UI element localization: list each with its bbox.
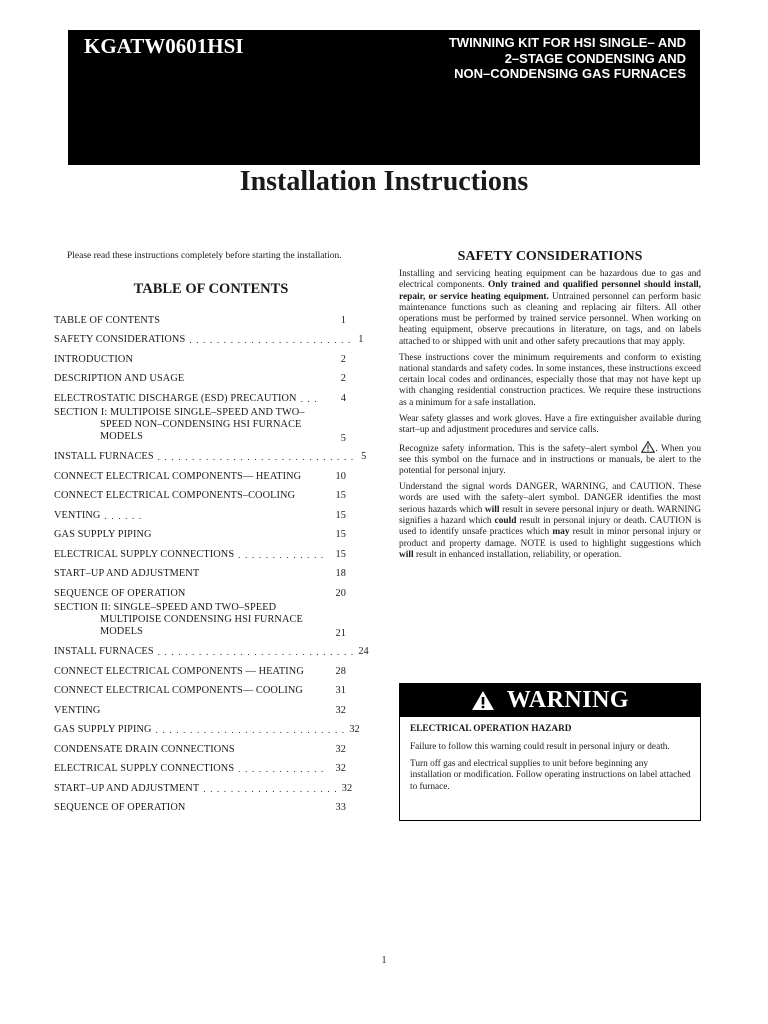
toc-entry-title-line: START–UP AND ADJUSTMENT — [54, 782, 200, 794]
safety-emphasis: may — [552, 527, 570, 538]
toc-page-number: 20 — [335, 587, 346, 599]
toc-entry-title-line: GAS SUPPLY PIPING — [54, 724, 152, 735]
toc-entry-title-line: GAS SUPPLY PIPING — [54, 529, 152, 540]
page-title: Installation Instructions — [239, 166, 529, 197]
toc-page-number: 5 — [361, 451, 367, 462]
toc-leader-dots: . . . . . . . . . . . . . . . . . . . . . . . . — [189, 335, 352, 345]
toc-entry-title — [54, 802, 185, 813]
warning-body — [400, 717, 700, 794]
toc-page-number: 32 — [335, 704, 346, 716]
toc-entry-title-line: CONDENSATE DRAIN CONNECTIONS — [54, 743, 235, 755]
toc-leader-dots: . . . . . . . . . . . . . — [238, 549, 325, 560]
toc-page-number: 2 — [340, 373, 346, 384]
toc-entry-title — [54, 490, 295, 501]
safety-text: Understand the signal words DANGER, WARNING, and CAUTION. These words are used with the safety–alert symbol. DANGER identifies the most serious hazards which — [399, 482, 701, 515]
toc-entry-title — [54, 705, 100, 716]
safety-paragraph — [399, 482, 701, 561]
toc-page-number: 1 — [358, 334, 364, 345]
safety-text: result in enhanced installation, reliability, or operation. — [413, 549, 622, 560]
toc-entry — [54, 307, 346, 327]
toc-page-number: 4 — [340, 392, 346, 404]
toc-entry-title — [54, 685, 303, 696]
toc-entry-title — [54, 334, 185, 345]
toc-entry — [54, 697, 346, 717]
toc-entry-title — [54, 666, 304, 677]
toc-leader-dots: . . . . . . . . . . . . . . . . . . . . . . . . . . . . — [155, 725, 346, 735]
toc-entry — [54, 600, 346, 639]
toc-page-number: 32 — [335, 763, 346, 774]
toc-entry-title — [54, 783, 199, 794]
toc-page-number: 32 — [335, 743, 346, 755]
toc-entry-title-line: TABLE OF CONTENTS — [54, 314, 161, 326]
toc-entry-title-line: ELECTROSTATIC DISCHARGE (ESD) PRECAUTION — [54, 392, 297, 404]
kit-title-line: NON–CONDENSING GAS FURNACES — [454, 66, 686, 81]
toc-entry-title-line: ELECTRICAL SUPPLY CONNECTIONS — [54, 548, 235, 560]
toc-entry-title-line: SPEED NON–CONDENSING HSI FURNACE — [100, 419, 302, 431]
toc-entry-title-line: ELECTRICAL SUPPLY CONNECTIONS — [54, 763, 235, 774]
toc-entry — [54, 580, 346, 600]
toc-entry — [54, 775, 353, 795]
toc-entry — [54, 405, 346, 444]
safety-emphasis: will — [399, 549, 414, 560]
toc-page-number: 18 — [335, 568, 346, 579]
toc-leader-dots: . . . . . . . . . . . . . . . . . . . . — [203, 783, 338, 794]
toc-entry-title — [54, 724, 152, 735]
toc-entry — [54, 717, 360, 737]
toc-entry-title-line: CONNECT ELECTRICAL COMPONENTS — HEATING — [54, 665, 304, 677]
safety-heading: SAFETY CONSIDERATIONS — [457, 249, 643, 264]
toc-page-number: 15 — [335, 490, 346, 501]
toc-entry-title — [54, 763, 234, 774]
safety-text: result in minor personal injury or product and property damage. NOTE is used to highlight suggestions which — [399, 527, 701, 549]
warning-hazard: ELECTRICAL OPERATION HAZARD — [410, 724, 572, 734]
warning-triangle-icon — [471, 690, 495, 711]
toc-entry-title — [54, 393, 297, 404]
toc-entry — [54, 346, 346, 366]
toc-entry — [54, 795, 346, 815]
page-number: 1 — [381, 955, 387, 966]
toc-heading: TABLE OF CONTENTS — [133, 281, 289, 297]
warning-label: WARNING — [506, 687, 630, 713]
toc-leader-dots: . . . . . . . . . . . . . . . . . . . . . . . . . . . . . — [157, 647, 355, 657]
toc-leader-dots: . . . . . . . . . . . . . — [238, 764, 325, 774]
toc-entry — [54, 678, 346, 698]
toc-entry — [54, 385, 346, 405]
safety-emphasis: will — [484, 504, 500, 515]
toc-entry-title — [54, 510, 100, 521]
kit-title-line: 2–STAGE CONDENSING AND — [504, 50, 686, 66]
toc-page-number: 31 — [335, 685, 346, 696]
toc-entry — [54, 658, 346, 678]
toc-entry-title-line: INSTALL FURNACES — [54, 646, 154, 657]
toc-page-number: 21 — [335, 627, 346, 639]
toc-entry-title — [54, 471, 301, 482]
toc-entry-title-line: SEQUENCE OF OPERATION — [54, 587, 186, 599]
toc-entry — [54, 366, 346, 386]
toc-leader-dots: . . . — [300, 393, 318, 404]
warning-banner — [400, 684, 700, 717]
toc-entry-title-line: CONNECT ELECTRICAL COMPONENTS— COOLING — [54, 685, 303, 696]
toc-entry-title-line: CONNECT ELECTRICAL COMPONENTS— HEATING — [54, 470, 302, 482]
toc-page-number: 24 — [358, 646, 369, 657]
toc-entry-title — [54, 588, 185, 599]
toc-page-number: 28 — [335, 665, 346, 677]
toc-entry-title-line: SECTION I: MULTIPOISE SINGLE–SPEED AND TWO– — [54, 406, 305, 418]
toc-page-number: 15 — [335, 529, 346, 540]
toc-entry-title-line: SECTION II: SINGLE–SPEED AND TWO–SPEED — [54, 601, 277, 613]
toc-entry-title-line: DESCRIPTION AND USAGE — [54, 373, 185, 384]
toc-entry-title-line: START–UP AND ADJUSTMENT — [54, 568, 200, 579]
toc-entry-title-line: MODELS — [100, 431, 143, 443]
toc-leader-dots: . . . . . . . . . . . . . . . . . . . . . . . . . . . . . — [157, 452, 355, 462]
kit-title — [366, 35, 686, 82]
warning-text: Failure to follow this warning could result in personal injury or death. — [410, 741, 670, 752]
toc-entry-title-line: MULTIPOISE CONDENSING HSI FURNACE — [100, 614, 303, 626]
toc-entry-title-line: INTRODUCTION — [54, 353, 133, 365]
toc-entry-title — [54, 529, 152, 540]
warning-text: Turn off gas and electrical supplies to unit before beginning any installation or modification. Follow operating instructions on label attached to furnace. — [410, 758, 691, 793]
warning-box — [399, 683, 701, 821]
toc-entry-title — [54, 373, 184, 384]
toc-leader-dots: . . . . . . — [104, 510, 143, 521]
toc-page-number: 32 — [349, 724, 360, 735]
toc-page-number: 1 — [340, 314, 346, 326]
safety-emphasis: could — [494, 515, 517, 526]
toc-page-number: 15 — [335, 509, 346, 521]
toc-entry-title — [54, 407, 305, 444]
toc-entry — [54, 483, 346, 503]
safety-section — [399, 269, 701, 566]
safety-text: result in personal injury or death. CAUTION is used to identify unsafe practices which — [399, 515, 701, 538]
toc-entry — [54, 541, 346, 561]
toc-entry — [54, 736, 346, 756]
toc-entry-title-line: VENTING — [54, 509, 101, 521]
safety-paragraph: Wear safety glasses and work gloves. Have a fire extinguisher available during start–up and adjustment procedures and service calls. — [399, 413, 701, 435]
toc-page-number: 32 — [341, 782, 353, 794]
toc-entry-title-line: MODELS — [100, 626, 143, 638]
toc-entry — [54, 502, 346, 522]
toc-entry — [54, 327, 364, 347]
toc-entry-title-line: VENTING — [54, 704, 101, 716]
table-of-contents — [54, 307, 369, 814]
toc-page-number: 33 — [335, 802, 346, 813]
toc-entry-title — [54, 315, 160, 326]
toc-page-number: 5 — [340, 432, 346, 444]
toc-entry-title — [54, 354, 133, 365]
toc-entry-title — [54, 451, 154, 462]
toc-entry-title — [54, 568, 199, 579]
toc-entry — [54, 463, 346, 483]
kit-title-line: TWINNING KIT FOR HSI SINGLE– AND — [448, 35, 686, 50]
toc-entry — [54, 522, 346, 542]
model-code: KGATW0601HSI — [84, 34, 244, 58]
toc-entry-title-line: CONNECT ELECTRICAL COMPONENTS–COOLING — [54, 490, 296, 501]
safety-text: result in severe personal injury or death. WARNING signifies a hazard which — [399, 504, 701, 526]
toc-entry-title — [54, 646, 154, 657]
toc-entry-title — [54, 549, 234, 560]
toc-page-number: 2 — [340, 353, 346, 365]
safety-paragraph — [399, 441, 701, 478]
toc-page-number: 10 — [335, 470, 346, 482]
safety-paragraph: These instructions cover the minimum requirements and conform to existing national standards and safety codes. In some instances, these instructions exceed certain local codes and ordinances, especially those that may not have kept up with changing residential construction practices. We require these instructions as a minimum for a safe installation. — [399, 352, 701, 408]
toc-entry — [54, 756, 346, 776]
header-banner — [68, 30, 700, 165]
safety-emphasis: Only trained and qualified personnel should install, repair, or service heating equipment. — [399, 280, 701, 302]
safety-text: Untrained personnel can perform basic maintenance functions such as cleaning and replacing air filters. All other operations must be performed by trained service personnel. When working on heating equipment, observe precautions in literature, on tags, and on labels attached to or shipped with unit and other safety precautions that may apply. — [399, 291, 701, 347]
safety-text: Recognize safety information. This is the safety–alert symbol — [399, 443, 642, 454]
safety-text: Installing and servicing heating equipment can be hazardous due to gas and electrical components. — [399, 269, 701, 291]
intro-text: Please read these instructions completely before starting the installation. — [67, 251, 342, 261]
toc-entry-title — [54, 744, 235, 755]
safety-alert-icon — [641, 441, 655, 453]
toc-entry-title-line: SEQUENCE OF OPERATION — [54, 802, 186, 813]
toc-entry — [54, 639, 369, 659]
toc-entry — [54, 444, 367, 464]
toc-entry-title — [54, 602, 303, 639]
toc-page-number: 15 — [335, 548, 346, 560]
toc-entry-title-line: SAFETY CONSIDERATIONS — [54, 334, 186, 345]
toc-entry — [54, 561, 346, 581]
safety-text: . When you see this symbol on the furnace and in instructions or manuals, be alert to the potential for personal injury. — [399, 443, 702, 477]
toc-entry-title-line: INSTALL FURNACES — [54, 451, 154, 462]
safety-paragraph — [399, 269, 701, 348]
